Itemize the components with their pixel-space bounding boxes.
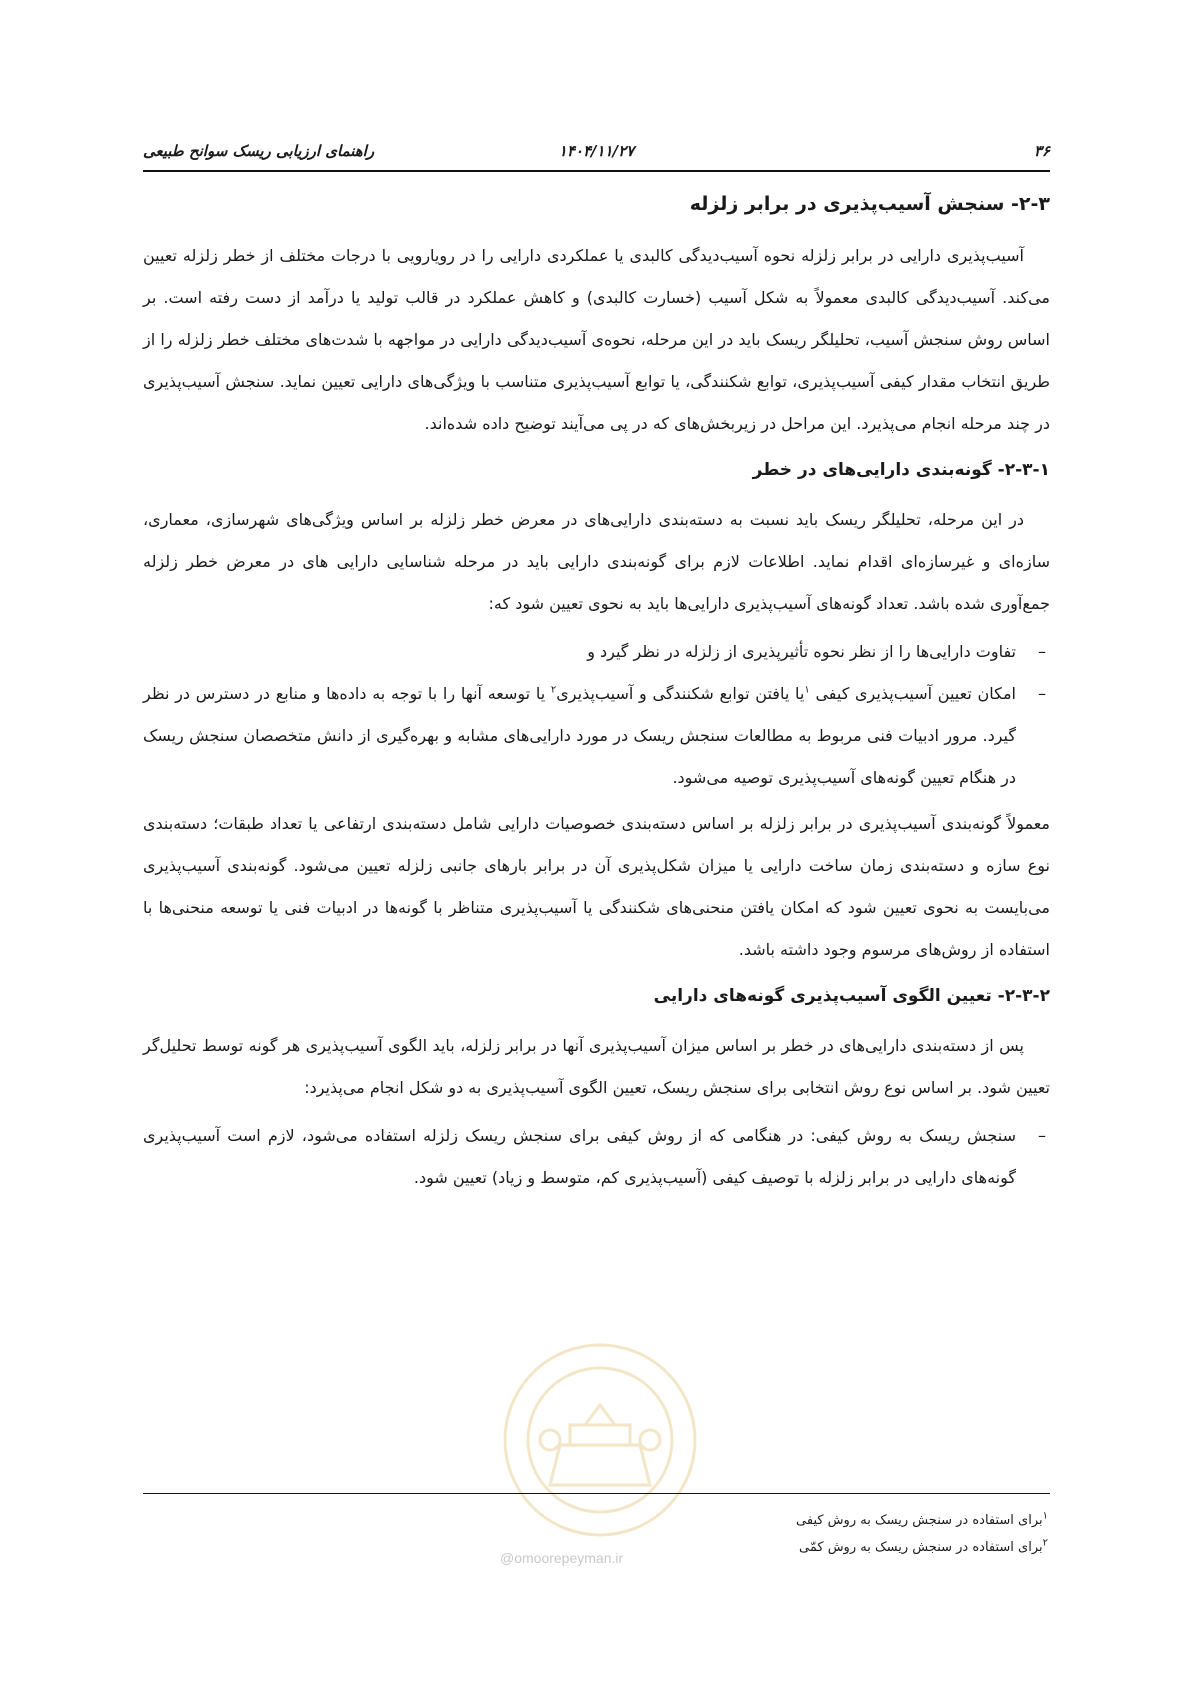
bullet-dash: – [1038,1126,1046,1145]
page-number: ۳۶ [1033,142,1050,160]
section-heading: ۲-۳- سنجش آسیب‌پذیری در برابر زلزله [689,193,1050,215]
footnote-1 [448,1507,1048,1534]
bullet-text: سنجش ریسک به روش کیفی: در هنگامی که از روش کیفی برای سنجش ریسک زلزله استفاده می‌شود، لازم است آسیب‌پذیری گونه‌های دارایی در برابر زلزله با توصیف کیفی (آسیب‌پذیری کم، متوسط و زیاد) تعیین شود. [143,1126,1016,1187]
subsection2-bullet-list [143,1115,1050,1199]
bullet-text-part: امکان تعیین آسیب‌پذیری کیفی [809,684,1017,703]
header-divider [143,170,1050,172]
footnotes [448,1507,1048,1561]
footnote-mark: ۱ [1042,1510,1048,1522]
subsection2-heading: ۲-۳-۲- تعیین الگوی آسیب‌پذیری گونه‌های دارایی [653,986,1050,1006]
subsection1-heading: ۲-۳-۱- گونه‌بندی دارایی‌های در خطر [752,460,1050,480]
footnote-divider [143,1493,1050,1494]
subsection1-bullet-list [143,631,1050,799]
subsection1-paragraph2: معمولاً گونه‌بندی آسیب‌پذیری در برابر زلزله بر اساس دسته‌بندی خصوصیات دارایی شامل دسته‌بندی ارتفاعی یا تعداد طبقات؛ دسته‌بندی نوع سازه و دسته‌بندی زمان ساخت دارایی یا میزان شکل‌پذیری آن در برابر بارهای جانبی زلزله تعیین می‌شود. گونه‌بندی آسیب‌پذیری می‌بایست به نحوی تعیین شود که امکان یافتن منحنی‌های شکنندگی یا آسیب‌پذیری متناظر با گونه‌ها در ادبیات فنی یا توسعه منحنی‌ها با استفاده از روش‌های مرسوم وجود داشته باشد. [143,814,1050,959]
watermark-url: @omoorepeyman.ir [500,1550,624,1566]
footnote-mark: ۲ [1042,1537,1048,1549]
subsection1-paragraph1: در این مرحله، تحلیلگر ریسک باید نسبت به دسته‌بندی دارایی‌های در معرض خطر زلزله بر اساس ویژگی‌های شهرسازی، معماری، سازه‌ای و غیرسازه‌ای اقدام نماید. اطلاعات لازم برای گونه‌بندی دارایی باید در مرحله شناسایی دارایی های در معرض خطر زلزله جمع‌آوری شده باشد. تعداد گونه‌های آسیب‌پذیری دارایی‌ها باید به نحوی تعیین شود که: [143,510,1050,613]
list-item [143,631,1046,673]
footnote-2 [448,1534,1048,1561]
footnote-text: برای استفاده در سنجش ریسک به روش کیفی [796,1513,1043,1528]
page-body [143,183,1050,1203]
page-header [143,138,1050,166]
list-item [143,673,1046,799]
bullet-dash: – [1038,642,1046,661]
header-title: راهنمای ارزیابی ریسک سوانح طبیعی [143,142,375,160]
list-item [143,1115,1046,1199]
footnote-ref-2[interactable]: ۲ [550,684,557,696]
header-date: ۱۴۰۴/۱۱/۲۷ [558,142,635,160]
footnote-text: برای استفاده در سنجش ریسک به روش کمّی [799,1540,1043,1555]
subsection2-paragraph1: پس از دسته‌بندی دارایی‌های در خطر بر اساس میزان آسیب‌پذیری آنها در برابر زلزله، باید الگوی آسیب‌پذیری هر گونه توسط تحلیل‌گر تعیین شود. بر اساس نوع روش انتخابی برای سنجش ریسک، تعیین الگوی آسیب‌پذیری به دو شکل انجام می‌پذیرد: [143,1036,1050,1097]
section-intro-paragraph: آسیب‌پذیری دارایی در برابر زلزله نحوه آسیب‌دیدگی کالبدی یا عملکردی دارایی را در رویارویی با درجات مختلف از خطر زلزله تعیین می‌کند. آسیب‌دیدگی کالبدی معمولاً به شکل آسیب (خسارت کالبدی) و کاهش عملکرد در قالب تولید یا درآمد از دست رفته است. بر اساس روش سنجش آسیب، تحلیلگر ریسک باید در این مرحله، نحوه‌ی آسیب‌دیدگی دارایی در مواجهه با شدت‌های مختلف خطر زلزله را از طریق انتخاب مقدار کیفی آسیب‌پذیری، توابع شکنندگی، یا توابع آسیب‌پذیری متناسب با ویژگی‌های دارایی تعیین نماید. سنجش آسیب‌پذیری در چند مرحله انجام می‌پذیرد. این مراحل در زیربخش‌های که در پی می‌آیند توضیح داده شده‌اند. [143,246,1050,433]
bullet-text-part: یا یافتن توابع شکنندگی و آسیب‌پذیری [556,684,805,703]
bullet-dash: – [1038,684,1046,703]
bullet-text: تفاوت دارایی‌ها را از نظر نحوه تأثیرپذیری از زلزله در نظر گیرد و [587,642,1016,661]
bullet-text-part: یا توسعه آنها را با توجه به داده‌ها و منابع در دسترس در نظر گیرد. مرور ادبیات فنی مربوط به مطالعات سنجش ریسک در مورد دارایی‌های مشابه و بهره‌گیری از دانش متخصصان سنجش ریسک در هنگام تعیین گونه‌های آسیب‌پذیری توصیه می‌شود. [143,684,1016,787]
footnote-ref-1[interactable]: ۱ [804,684,810,696]
